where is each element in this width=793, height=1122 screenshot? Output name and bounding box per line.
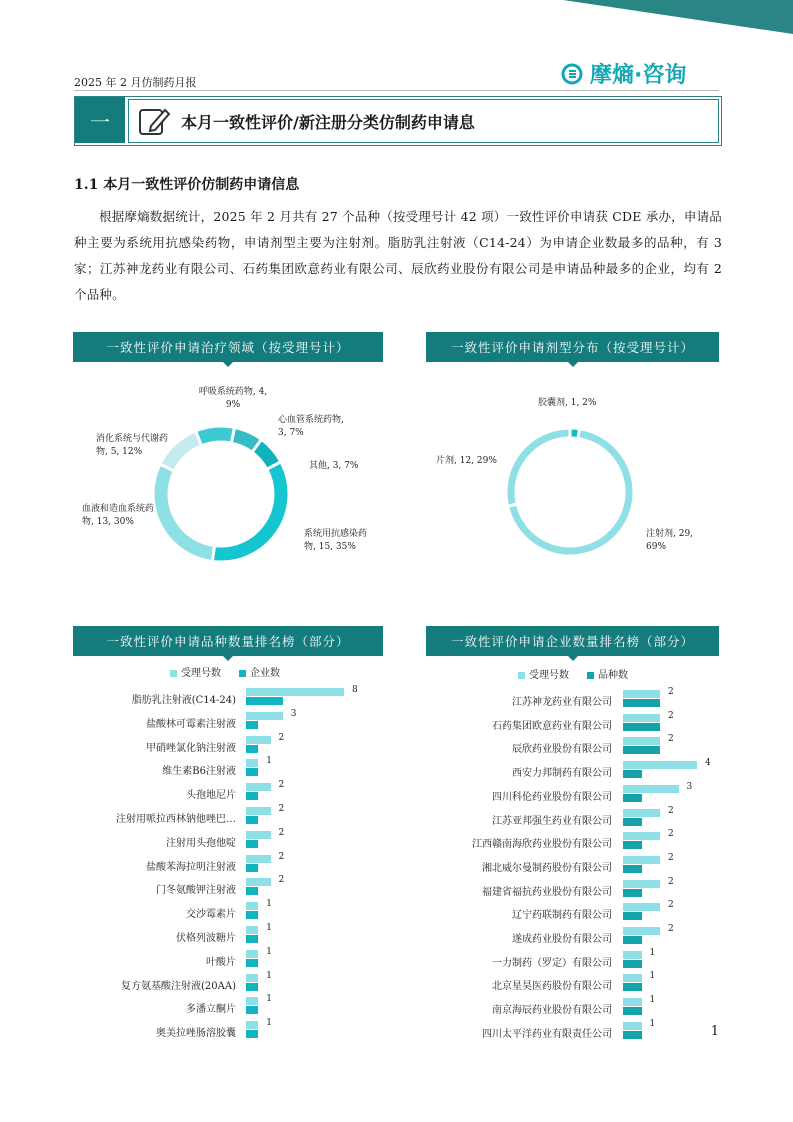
donut-dosage	[500, 422, 640, 562]
bar-primary	[623, 998, 642, 1006]
bar-secondary	[623, 960, 642, 968]
bar-primary	[246, 831, 271, 839]
bar-primary	[623, 903, 660, 911]
bar-secondary	[623, 699, 660, 707]
bar-secondary	[623, 1031, 642, 1039]
company-logo	[560, 58, 686, 89]
bar-category-label: 南京海辰药业股份有限公司	[492, 1005, 612, 1017]
bar-primary	[246, 736, 271, 744]
edit-icon	[137, 104, 171, 138]
corner-decoration	[563, 0, 793, 34]
chart-title-therapeutic: 一致性评价申请治疗领域（按受理号计）	[73, 332, 383, 362]
report-title: 2025 年 2 月仿制药月报	[74, 76, 197, 89]
bar-primary	[623, 974, 642, 982]
bar-value-label: 1	[266, 970, 272, 981]
bar-primary	[246, 759, 258, 767]
bar-secondary	[623, 1007, 642, 1015]
bar-category-label: 辽宁药联制药有限公司	[512, 910, 612, 922]
bar-value-label: 1	[266, 1018, 272, 1029]
bar-category-label: 维生素B6注射液	[162, 766, 236, 778]
bar-secondary	[623, 912, 642, 920]
bar-primary	[623, 809, 660, 817]
bar-value-label: 2	[278, 804, 285, 814]
bar-secondary	[246, 864, 258, 872]
bar-value-label: 2	[668, 924, 674, 934]
slice-label-injection: 注射剂, 29, 69%	[646, 529, 694, 552]
bar-value-label: 3	[290, 708, 297, 719]
bar-category-label: 江苏亚邦强生药业有限公司	[492, 815, 612, 827]
section-number: 一	[75, 97, 125, 143]
bar-primary	[246, 688, 344, 696]
bar-secondary	[246, 959, 258, 967]
bar-category-label: 福建省福抗药业股份有限公司	[482, 886, 612, 898]
bar-value-label: 1	[649, 1018, 656, 1029]
bar-value-label: 2	[278, 875, 285, 886]
bar-primary	[623, 761, 697, 769]
logo-icon	[560, 62, 584, 86]
summary-paragraph: 根据摩熵数据统计，2025 年 2 月共有 27 个品种（按受理号计 42 项）一致性评价申请获 CDE 承办，申请品种主要为系统用抗感染药物，申请剂型主要为注射剂。脂肪乳注射液（C14-24）为申请企业数最多的品种，有 3 家；江苏神龙药业有限公司、石药集团欧意药业有限公司、辰欣药业股份有限公司是申请品种最多的企业，均有 2 个品种。	[74, 209, 722, 302]
bar-primary	[246, 807, 271, 815]
therapeutic-slice-4	[153, 464, 214, 561]
legend-item: 受理号数	[518, 666, 569, 681]
bar-category-label: 西安力邦制药有限公司	[512, 768, 612, 780]
bar-value-label: 2	[668, 734, 674, 745]
bar-value-label: 2	[278, 780, 285, 791]
bar-category-label: 盐酸苯海拉明注射液	[146, 861, 236, 873]
bar-primary	[623, 927, 660, 935]
bar-primary	[246, 855, 271, 863]
slice-label-antiinfective: 系统用抗感染药物, 15, 35%	[304, 529, 368, 552]
slice-label-digestive: 消化系统与代谢药物, 5, 12%	[96, 434, 169, 457]
bar-secondary	[623, 983, 642, 991]
bar-secondary	[246, 1006, 258, 1014]
bar-category-label: 脂肪乳注射液(C14-24)	[131, 695, 236, 706]
bar-value-label: 2	[278, 732, 285, 743]
bar-category-label: 遂成药业股份有限公司	[512, 934, 612, 945]
bar-category-label: 奥美拉唑肠溶胶囊	[156, 1028, 236, 1040]
legend-product-rank	[170, 664, 280, 679]
bar-primary	[246, 926, 258, 934]
page-number: 1	[710, 1024, 719, 1039]
bar-category-label: 辰欣药业股份有限公司	[512, 744, 612, 756]
section-title-box	[128, 99, 719, 143]
bar-secondary	[623, 865, 642, 873]
bar-value-label: 2	[278, 827, 285, 838]
bar-secondary	[246, 697, 283, 705]
bar-value-label: 2	[668, 900, 674, 911]
bar-secondary	[623, 770, 642, 778]
therapeutic-slice-3	[212, 462, 289, 562]
bar-secondary	[623, 794, 642, 802]
bar-category-label: 头孢地尼片	[186, 790, 236, 802]
bar-secondary	[623, 936, 642, 944]
bar-category-label: 注射用头孢他啶	[166, 837, 236, 849]
bar-category-label: 北京星昊医药股份有限公司	[492, 981, 612, 993]
bar-value-label: 2	[668, 687, 674, 697]
bar-primary	[246, 997, 258, 1005]
bar-value-label: 1	[266, 946, 272, 957]
slice-label-respiratory: 呼吸系统药物, 4, 9%	[198, 387, 268, 410]
chart-title-company-rank: 一致性评价申请企业数量排名榜（部分）	[426, 626, 719, 656]
bar-secondary	[246, 840, 258, 848]
bar-value-label: 2	[278, 851, 285, 862]
logo-text: 摩熵·咨询	[590, 63, 687, 88]
bar-primary	[246, 950, 258, 958]
bar-secondary	[246, 745, 258, 753]
bar-primary	[623, 951, 642, 959]
bar-primary	[246, 1021, 258, 1029]
bar-secondary	[623, 723, 660, 731]
legend-item: 受理号数	[170, 664, 221, 679]
bar-secondary	[623, 889, 642, 897]
chart-title-product-rank: 一致性评价申请品种数量排名榜（部分）	[73, 626, 383, 656]
bar-value-label: 2	[668, 829, 674, 840]
slice-label-blood: 血液和造血系统药物, 13, 30%	[82, 504, 155, 527]
bar-secondary	[623, 818, 642, 826]
legend-item: 企业数	[239, 664, 280, 679]
bar-category-label: 伏格列波糖片	[176, 933, 236, 944]
bar-secondary	[246, 721, 258, 729]
slice-label-other: 其他, 3, 7%	[309, 461, 359, 471]
slice-label-capsule: 胶囊剂, 1, 2%	[538, 398, 597, 408]
bar-category-label: 湘北威尔曼制药股份有限公司	[482, 862, 612, 874]
bar-primary	[623, 1022, 642, 1030]
bar-category-label: 注射用哌拉西林钠他唑巴…	[116, 814, 236, 825]
bar-value-label: 1	[649, 947, 656, 958]
bar-category-label: 石药集团欧意药业有限公司	[492, 720, 612, 732]
bar-category-label: 四川科伦药业股份有限公司	[492, 791, 612, 803]
bar-value-label: 4	[705, 758, 711, 769]
bar-secondary	[246, 935, 258, 943]
bar-primary	[623, 832, 660, 840]
bar-primary	[623, 856, 660, 864]
bar-value-label: 2	[668, 710, 674, 721]
bar-value-label: 1	[266, 923, 272, 933]
bar-secondary	[246, 792, 258, 800]
bar-value-label: 1	[266, 899, 272, 910]
bar-primary	[246, 974, 258, 982]
slice-label-tablet: 片剂, 12, 29%	[436, 456, 497, 466]
bar-primary	[623, 785, 679, 793]
bar-category-label: 交沙霉素片	[186, 909, 236, 921]
bar-category-label: 甲硝唑氯化钠注射液	[146, 742, 236, 754]
bar-secondary	[246, 911, 258, 919]
bar-category-label: 多潘立酮片	[186, 1004, 236, 1016]
bar-secondary	[246, 1030, 258, 1038]
bar-category-label: 叶酸片	[206, 956, 236, 968]
section-title: 本月一致性评价/新注册分类仿制药申请息	[181, 112, 475, 132]
bar-primary	[246, 878, 271, 886]
bar-value-label: 2	[668, 852, 674, 863]
bar-primary	[246, 902, 258, 910]
bar-secondary	[246, 816, 258, 824]
bar-secondary	[246, 768, 258, 776]
bar-category-label: 江苏神龙药业有限公司	[512, 697, 612, 708]
bar-primary	[623, 714, 660, 722]
bar-value-label: 3	[686, 781, 693, 792]
bar-value-label: 1	[266, 756, 272, 767]
bar-value-label: 2	[668, 805, 674, 816]
bar-category-label: 复方氨基酸注射液(20AA)	[121, 980, 236, 992]
subsection-title: 1.1 本月一致性评价仿制药申请信息	[74, 177, 300, 193]
bar-value-label: 1	[649, 995, 656, 1006]
bar-secondary	[246, 887, 258, 895]
header-divider	[74, 90, 719, 91]
bar-category-label: 江西赣南海欣药业股份有限公司	[472, 839, 612, 851]
bar-category-label: 盐酸林可霉素注射液	[146, 718, 236, 730]
bar-primary	[246, 783, 271, 791]
bar-primary	[623, 880, 660, 888]
bar-secondary	[623, 841, 642, 849]
bar-category-label: 一力制药（罗定）有限公司	[492, 957, 612, 969]
slice-label-cardio: 心血管系统药物, 3, 7%	[278, 415, 344, 438]
donut-therapeutic	[150, 420, 290, 570]
bar-primary	[246, 712, 283, 720]
bar-primary	[623, 737, 660, 745]
bar-value-label: 1	[266, 994, 272, 1005]
bar-secondary	[246, 983, 258, 991]
dosage-slice-2	[506, 428, 570, 506]
legend-item: 品种数	[587, 666, 628, 681]
bar-category-label: 四川太平洋药业有限责任公司	[482, 1028, 612, 1040]
chart-title-dosage: 一致性评价申请剂型分布（按受理号计）	[426, 332, 719, 362]
bar-value-label: 1	[649, 971, 656, 982]
bar-value-label: 2	[668, 876, 674, 887]
legend-company-rank	[518, 666, 628, 681]
bar-primary	[623, 690, 660, 698]
bar-category-label: 门冬氨酸钾注射液	[156, 885, 236, 897]
bar-secondary	[623, 746, 660, 754]
bar-value-label: 8	[352, 685, 358, 695]
